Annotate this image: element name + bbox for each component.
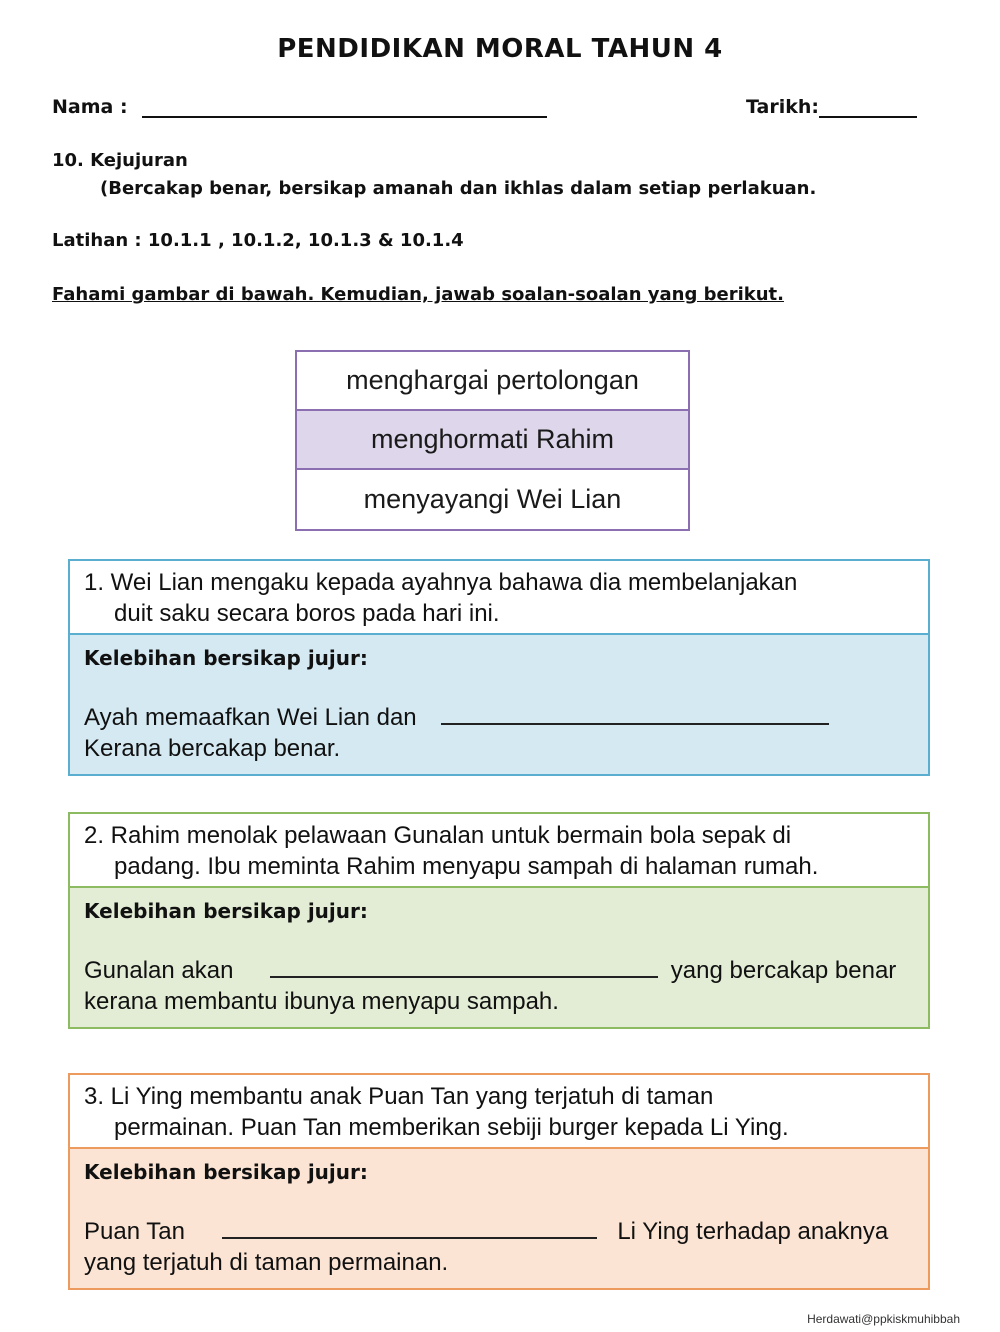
question-2-drop-blank[interactable] bbox=[270, 956, 658, 978]
question-3-benefit-label: Kelebihan bersikap jujur: bbox=[84, 1160, 368, 1184]
question-2-answer-area bbox=[70, 888, 928, 1027]
nama-input-line[interactable] bbox=[142, 100, 547, 118]
option-menyayangi-wei-lian[interactable]: menyayangi Wei Lian bbox=[363, 484, 622, 514]
question-1-line2: duit saku secara boros pada hari ini. bbox=[114, 600, 500, 627]
exercise-codes: Latihan : 10.1.1 , 10.1.2, 10.1.3 & 10.1.4 bbox=[52, 230, 464, 251]
footer-credit: Herdawati@ppkiskmuhibbah bbox=[807, 1312, 960, 1326]
question-1-answer-line bbox=[84, 702, 914, 733]
page-title: PENDIDIKAN MORAL TAHUN 4 bbox=[277, 34, 723, 64]
nama-label: Nama : bbox=[52, 96, 128, 118]
question-3-answer-after: Li Ying terhadap anaknya bbox=[617, 1218, 889, 1245]
question-2-scenario bbox=[70, 814, 928, 888]
nama-row bbox=[52, 96, 547, 118]
question-1-benefit-label: Kelebihan bersikap jujur: bbox=[84, 646, 368, 670]
question-3-drop-blank[interactable] bbox=[222, 1217, 597, 1239]
question-2-answer-line bbox=[84, 955, 914, 986]
question-3 bbox=[68, 1073, 930, 1290]
question-3-answer-before: Puan Tan bbox=[84, 1218, 185, 1245]
question-1-answer-area bbox=[70, 635, 928, 774]
option-menghormati-rahim[interactable]: menghormati Rahim bbox=[297, 411, 688, 470]
question-1 bbox=[68, 559, 930, 776]
question-3-scenario bbox=[70, 1075, 928, 1149]
question-3-answer-line2: yang terjatuh di taman permainan. bbox=[84, 1249, 449, 1276]
question-2-line1: 2. Rahim menolak pelawaan Gunalan untuk bermain bola sepak di bbox=[84, 822, 792, 849]
question-2-line2: padang. Ibu meminta Rahim menyapu sampah di halaman rumah. bbox=[114, 853, 819, 880]
question-3-answer-line bbox=[84, 1216, 914, 1247]
question-2-answer-line2: kerana membantu ibunya menyapu sampah. bbox=[84, 988, 559, 1015]
tarikh-input-line[interactable] bbox=[819, 100, 917, 118]
question-1-drop-blank[interactable] bbox=[441, 703, 829, 725]
question-3-line1: 3. Li Ying membantu anak Puan Tan yang terjatuh di taman bbox=[84, 1083, 714, 1110]
question-2 bbox=[68, 812, 930, 1029]
option-menghargai-pertolongan[interactable]: menghargai pertolongan bbox=[297, 352, 688, 411]
tarikh-row bbox=[746, 96, 917, 118]
instruction: Fahami gambar di bawah. Kemudian, jawab soalan-soalan yang berikut. bbox=[52, 284, 784, 305]
tarikh-label: Tarikh: bbox=[746, 96, 819, 118]
topic-description: (Bercakap benar, bersikap amanah dan ikhlas dalam setiap perlakuan. bbox=[100, 178, 817, 199]
question-3-answer-area bbox=[70, 1149, 928, 1288]
question-1-line1: 1. Wei Lian mengaku kepada ayahnya bahawa dia membelanjakan bbox=[84, 569, 798, 596]
question-2-benefit-label: Kelebihan bersikap jujur: bbox=[84, 899, 368, 923]
question-1-scenario bbox=[70, 561, 928, 635]
question-2-answer-before: Gunalan akan bbox=[84, 957, 234, 984]
question-3-line2: permainan. Puan Tan memberikan sebiji burger kepada Li Ying. bbox=[114, 1114, 789, 1141]
topic-title: 10. Kejujuran bbox=[52, 150, 188, 171]
question-2-answer-after: yang bercakap benar bbox=[670, 957, 897, 984]
question-1-answer-line2: Kerana bercakap benar. bbox=[84, 735, 341, 762]
question-1-answer-before: Ayah memaafkan Wei Lian dan bbox=[84, 704, 417, 731]
answer-options bbox=[295, 350, 690, 531]
